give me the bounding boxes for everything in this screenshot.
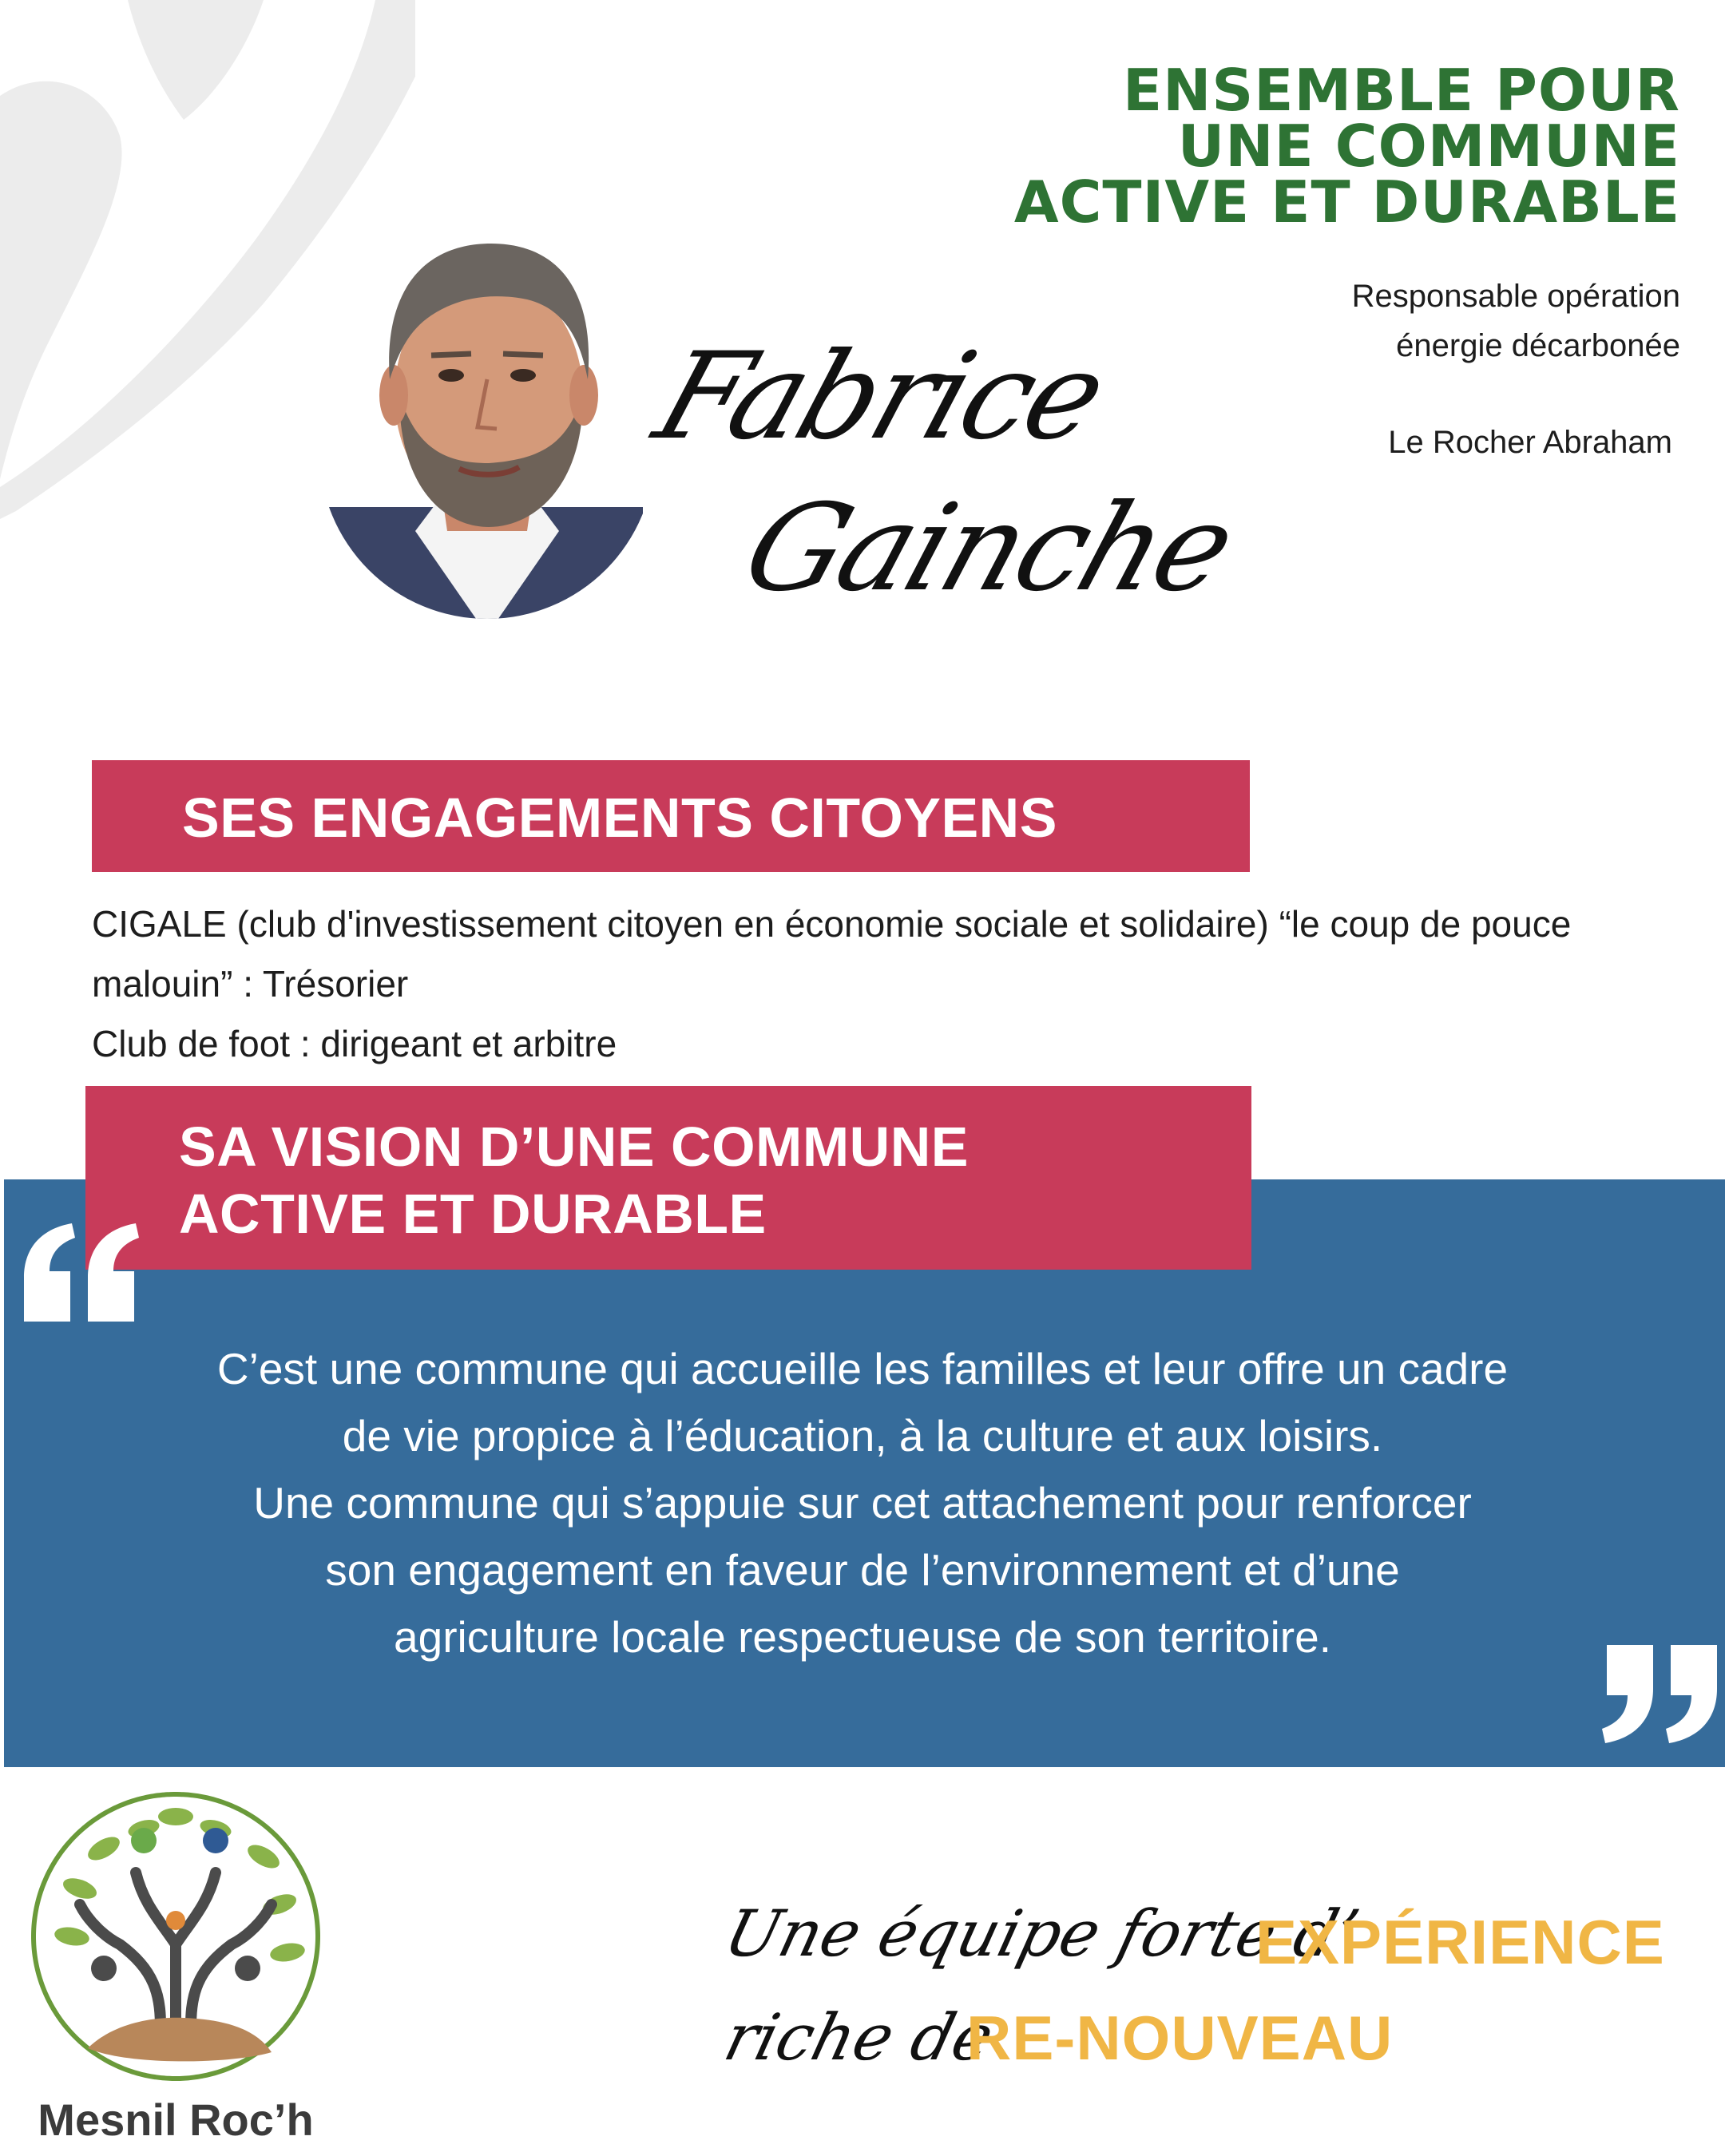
- quote-line: agriculture locale respectueuse de son territoire.: [394, 1612, 1331, 1662]
- tagline-script-2: riche de: [717, 2000, 1001, 2075]
- list-item: CIGALE (club d'investissement citoyen en économie sociale et solidaire) “le coup de pouce malouin” : Trésorier: [92, 903, 1572, 1005]
- quote-line: C’est une commune qui accueille les familles et leur offre un cadre: [216, 1344, 1509, 1393]
- vision-banner: [85, 1086, 1251, 1270]
- headline-line: ENSEMBLE POUR: [1122, 57, 1680, 124]
- vision-quote-text: [80, 1335, 1645, 1671]
- tree-logo-icon: [24, 1785, 327, 2088]
- vision-title-line: ACTIVE ET DURABLE: [179, 1183, 767, 1245]
- tagline-accent-2: RE-NOUVEAU: [966, 2003, 1394, 2073]
- role-line: Responsable opération: [1351, 279, 1680, 314]
- tagline-script-1: Une équipe forte d’: [717, 1896, 1366, 1971]
- headline: [802, 57, 1680, 236]
- candidate-locality: Le Rocher Abraham: [1388, 425, 1672, 460]
- candidate-role: [1121, 271, 1680, 371]
- engagements-list: [92, 894, 1657, 1074]
- signature-last-name: Gainche: [728, 479, 1249, 618]
- signature-first-name: Fabrice: [640, 327, 1120, 466]
- tagline: [717, 1881, 1725, 2144]
- quote-line: de vie propice à l’éducation, à la culture et aux loisirs.: [342, 1411, 1383, 1460]
- vision-title-line: SA VISION D’UNE COMMUNE: [179, 1116, 969, 1178]
- headline-line: UNE COMMUNE: [1177, 113, 1680, 180]
- open-quote-icon: [16, 1222, 144, 1326]
- candidate-signature: [623, 295, 1249, 679]
- tagline-accent-1: EXPÉRIENCE: [1255, 1907, 1665, 1977]
- candidate-photo: [319, 156, 643, 635]
- engagements-title: SES ENGAGEMENTS CITOYENS: [182, 787, 1057, 849]
- role-line: énergie décarbonée: [1396, 328, 1680, 363]
- quote-line: Une commune qui s’appuie sur cet attachement pour renforcer: [253, 1478, 1472, 1528]
- list-item: Club de foot : dirigeant et arbitre: [92, 1023, 617, 1064]
- quote-line: son engagement en faveur de l’environnement et d’une: [325, 1545, 1400, 1595]
- engagements-banner: [92, 760, 1250, 872]
- logo-name: Mesnil Roc’h: [38, 2095, 314, 2145]
- headline-line: ACTIVE ET DURABLE: [1013, 168, 1680, 236]
